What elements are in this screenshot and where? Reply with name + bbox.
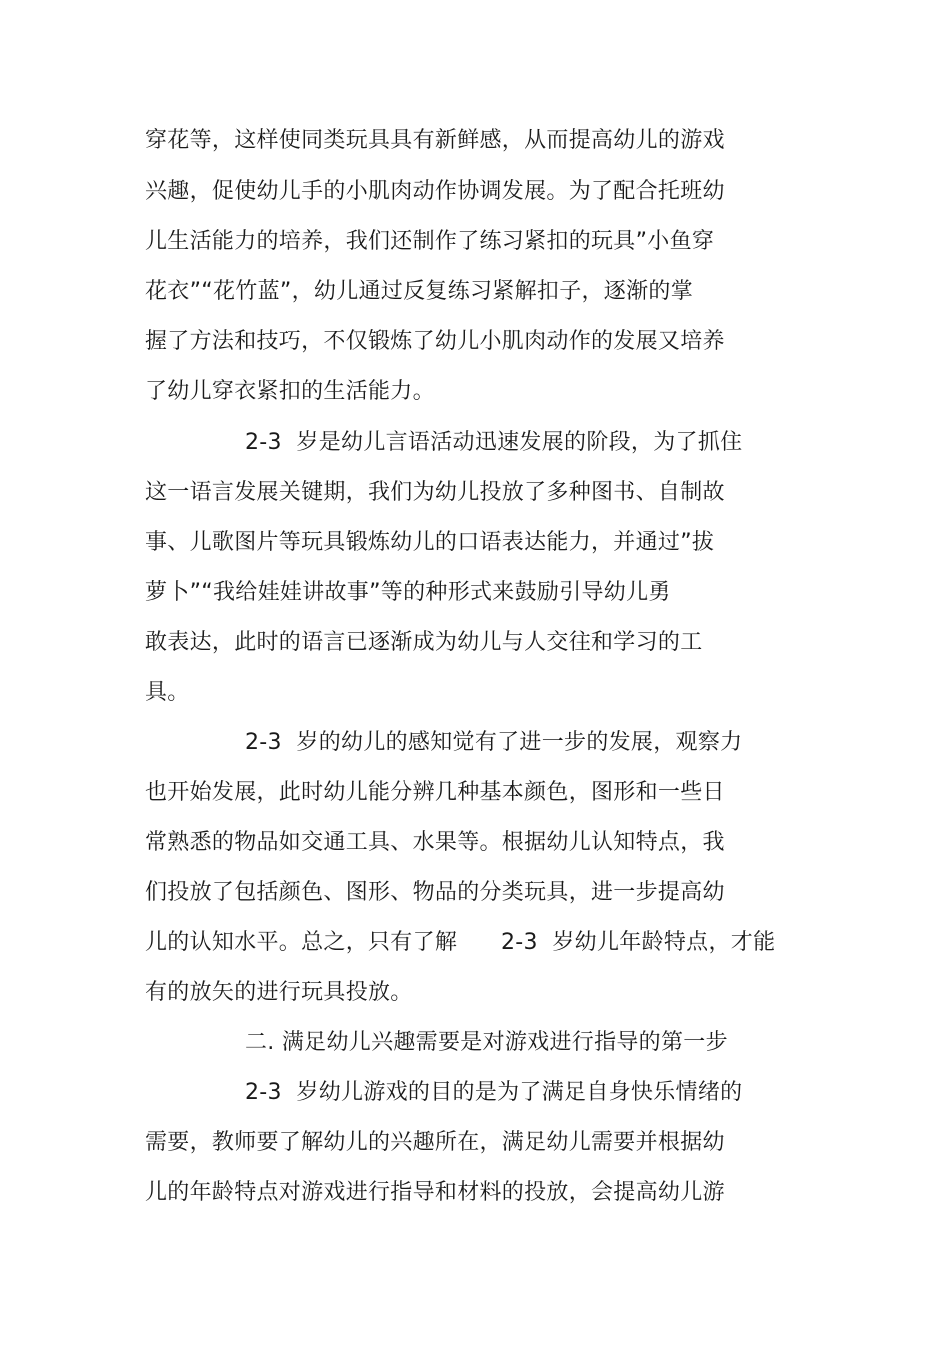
text-line: 兴趣，促使幼儿手的小肌肉动作协调发展。为了配合托班幼 xyxy=(145,179,725,204)
text-line: 儿的年龄特点对游戏进行指导和材料的投放，会提高幼儿游 xyxy=(145,1180,725,1205)
text-line: 敢表达，此时的语言已逐渐成为幼儿与人交往和学习的工 xyxy=(145,630,703,655)
text-line: 穿花等，这样使同类玩具具有新鲜感，从而提高幼儿的游戏 xyxy=(145,128,725,153)
text-line: 需要，教师要了解幼儿的兴趣所在，满足幼儿需要并根据幼 xyxy=(145,1130,725,1155)
text-line: 有的放矢的进行玩具投放。 xyxy=(145,980,413,1005)
text-line: 具。 xyxy=(145,680,190,705)
paragraph-start-line: 2-3 岁是幼儿言语活动迅速发展的阶段，为了抓住 xyxy=(245,430,743,455)
text-line: 了幼儿穿衣紧扣的生活能力。 xyxy=(145,379,435,404)
text-line: 常熟悉的物品如交通工具、水果等。根据幼儿认知特点，我 xyxy=(145,830,725,855)
text-line: 这一语言发展关键期，我们为幼儿投放了多种图书、自制故 xyxy=(145,480,725,505)
section-heading: 二. 满足幼儿兴趣需要是对游戏进行指导的第一步 xyxy=(245,1030,728,1055)
paragraph-start-line: 2-3 岁的幼儿的感知觉有了进一步的发展，观察力 xyxy=(245,730,743,755)
text-line: 萝卜”“我给娃娃讲故事”等的种形式来鼓励引导幼儿勇 xyxy=(145,580,671,605)
text-line: 儿的认知水平。总之，只有了解 2-3 岁幼儿年龄特点，才能 xyxy=(145,930,776,955)
text-line: 花衣”“花竹蓝”，幼儿通过反复练习紧解扣子，逐渐的掌 xyxy=(145,279,693,304)
text-line: 握了方法和技巧，不仅锻炼了幼儿小肌肉动作的发展又培养 xyxy=(145,329,725,354)
text-line: 儿生活能力的培养，我们还制作了练习紧扣的玩具”小鱼穿 xyxy=(145,229,715,254)
text-line: 也开始发展，此时幼儿能分辨几种基本颜色，图形和一些日 xyxy=(145,780,725,805)
text-line: 事、儿歌图片等玩具锻炼幼儿的口语表达能力，并通过”拔 xyxy=(145,530,715,555)
text-line: 们投放了包括颜色、图形、物品的分类玩具，进一步提高幼 xyxy=(145,880,725,905)
paragraph-start-line: 2-3 岁幼儿游戏的目的是为了满足自身快乐情绪的 xyxy=(245,1080,743,1105)
